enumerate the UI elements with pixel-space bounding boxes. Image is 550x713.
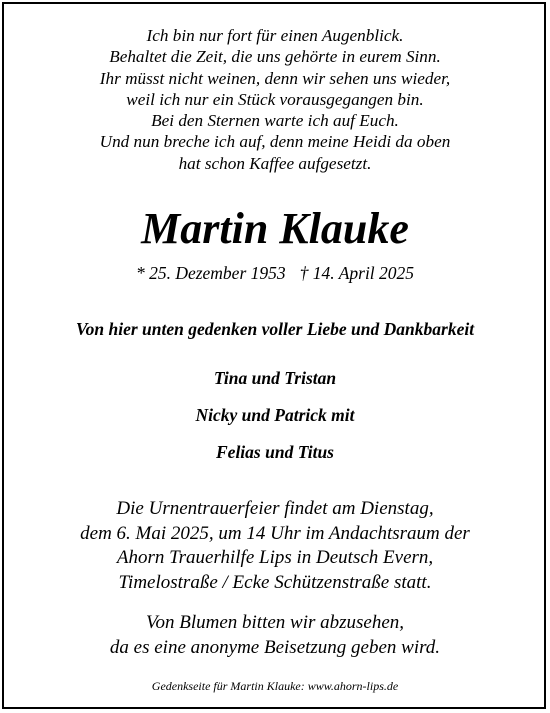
remembrance-line: Von hier unten gedenken voller Liebe und Dankbarkeit bbox=[75, 319, 475, 339]
life-dates bbox=[0, 262, 550, 284]
ceremony-info bbox=[0, 497, 550, 595]
ceremony-line: Ahorn Trauerhilfe Lips in Deutsch Evern, bbox=[116, 547, 434, 568]
flowers-note bbox=[0, 611, 550, 660]
memorial-page-footer: Gedenkseite für Martin Klauke: www.ahorn-lips.de bbox=[151, 679, 399, 693]
family-line: Tina und Tristan bbox=[213, 368, 337, 388]
ceremony-line: Timelostraße / Ecke Schützenstraße statt. bbox=[118, 571, 432, 593]
family-line: Nicky und Patrick mit bbox=[195, 405, 355, 425]
poem-line: Ihr müsst nicht weinen, denn wir sehen uns wieder, bbox=[99, 68, 451, 88]
birth-date: * 25. Dezember 1953 bbox=[135, 263, 286, 283]
poem-line: Behaltet die Zeit, die uns gehörte in eurem Sinn. bbox=[109, 47, 441, 67]
deceased-name: Martin Klauke bbox=[141, 204, 409, 253]
poem-line: Und nun breche ich auf, denn meine Heidi da oben bbox=[99, 132, 451, 152]
death-date: † 14. April 2025 bbox=[299, 263, 415, 283]
memorial-poem bbox=[0, 25, 550, 174]
ceremony-line: Die Urnentrauerfeier findet am Dienstag, bbox=[116, 498, 434, 519]
poem-line: Bei den Sternen warte ich auf Euch. bbox=[151, 111, 399, 131]
family-line: Felias und Titus bbox=[216, 442, 334, 462]
flowers-line: Von Blumen bitten wir abzusehen, bbox=[145, 612, 405, 633]
poem-line: Ich bin nur fort für einen Augenblick. bbox=[146, 26, 404, 45]
ceremony-line: dem 6. Mai 2025, um 14 Uhr im Andachtsraum der bbox=[80, 522, 470, 544]
poem-line: hat schon Kaffee aufgesetzt. bbox=[178, 153, 372, 173]
flowers-line: da es eine anonyme Beisetzung geben wird. bbox=[109, 636, 441, 658]
poem-line: weil ich nur ein Stück vorausgegangen bin. bbox=[126, 89, 424, 109]
